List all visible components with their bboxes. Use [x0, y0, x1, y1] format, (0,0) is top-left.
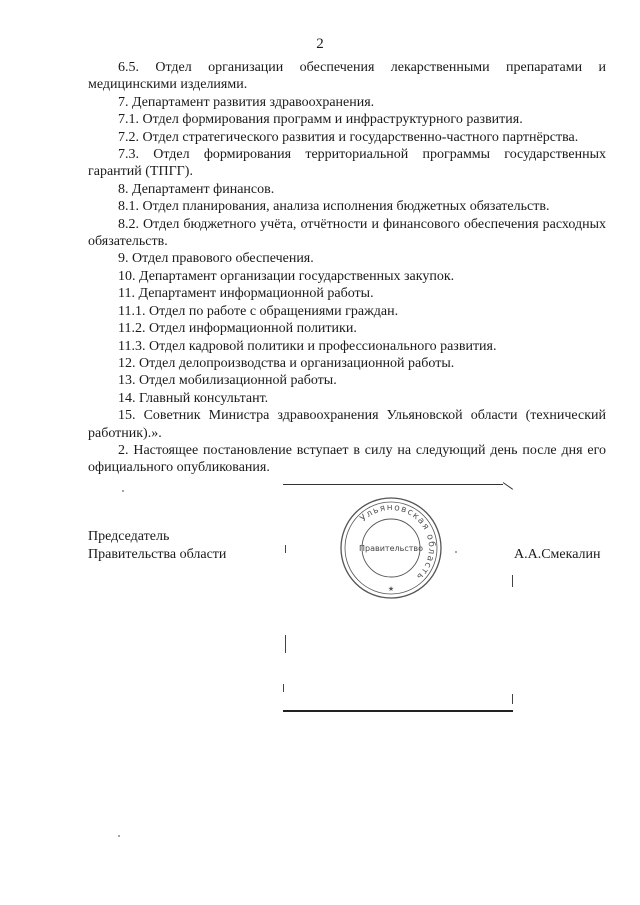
paragraph: 8.2. Отдел бюджетного учёта, отчётности и финансового обеспечения расходных обязательств. — [88, 216, 606, 250]
paragraph: 8. Департамент финансов. — [118, 181, 275, 197]
document-body — [88, 59, 606, 477]
paragraph: 7.3. Отдел формирования территориальной программы государственных гарантий (ТПГГ). — [88, 147, 606, 180]
paragraph: 8.1. Отдел планирования, анализа исполнения бюджетных обязательств. — [118, 199, 550, 215]
divider-line — [283, 484, 503, 485]
paragraph: 11. Департамент информационной работы. — [118, 286, 374, 302]
signer-title-line2: Правительства области — [88, 547, 227, 562]
paragraph: 13. Отдел мобилизационной работы. — [118, 373, 337, 389]
paragraph: 11.3. Отдел кадровой политики и профессионального развития. — [118, 338, 497, 354]
paragraph: 11.1. Отдел по работе с обращениями граждан. — [118, 303, 399, 319]
divider-tick — [503, 482, 513, 490]
divider-line — [283, 710, 513, 712]
paragraph: 14. Главный консультант. — [118, 390, 269, 406]
signer-name: А.А.Смекалин — [514, 547, 601, 562]
official-seal — [336, 493, 446, 603]
page-number: 2 — [316, 36, 324, 52]
scan-speck — [122, 490, 124, 492]
paragraph: 7.1. Отдел формирования программ и инфраструктурного развития. — [118, 112, 523, 128]
scan-mark — [512, 694, 513, 704]
paragraph: 7.2. Отдел стратегического развития и государственно-частного партнёрства. — [118, 129, 579, 145]
paragraph: 15. Советник Министра здравоохранения Ульяновской области (технический работник).». — [88, 408, 606, 441]
seal-star-icon: ★ — [387, 585, 395, 593]
scan-mark — [285, 635, 286, 653]
scan-mark — [283, 684, 284, 692]
seal-center-text: Правительство — [359, 544, 423, 553]
seal-ring-text: Ульяновская область — [358, 502, 437, 583]
paragraph: 6.5. Отдел организации обеспечения лекарственными препаратами и медицинскими изделиями. — [88, 60, 606, 93]
paragraph: 12. Отдел делопроизводства и организационной работы. — [118, 355, 455, 371]
scan-speck — [118, 835, 120, 837]
paragraph: 2. Настоящее постановление вступает в силу на следующий день после дня его официального опубликования. — [88, 442, 606, 476]
paragraph: 7. Департамент развития здравоохранения. — [118, 94, 375, 110]
signer-title-line1: Председатель — [88, 529, 170, 544]
paragraph: 9. Отдел правового обеспечения. — [118, 251, 314, 267]
paragraph: 10. Департамент организации государственных закупок. — [118, 268, 455, 284]
scan-mark — [512, 575, 513, 587]
paragraph: 11.2. Отдел информационной политики. — [118, 321, 357, 337]
